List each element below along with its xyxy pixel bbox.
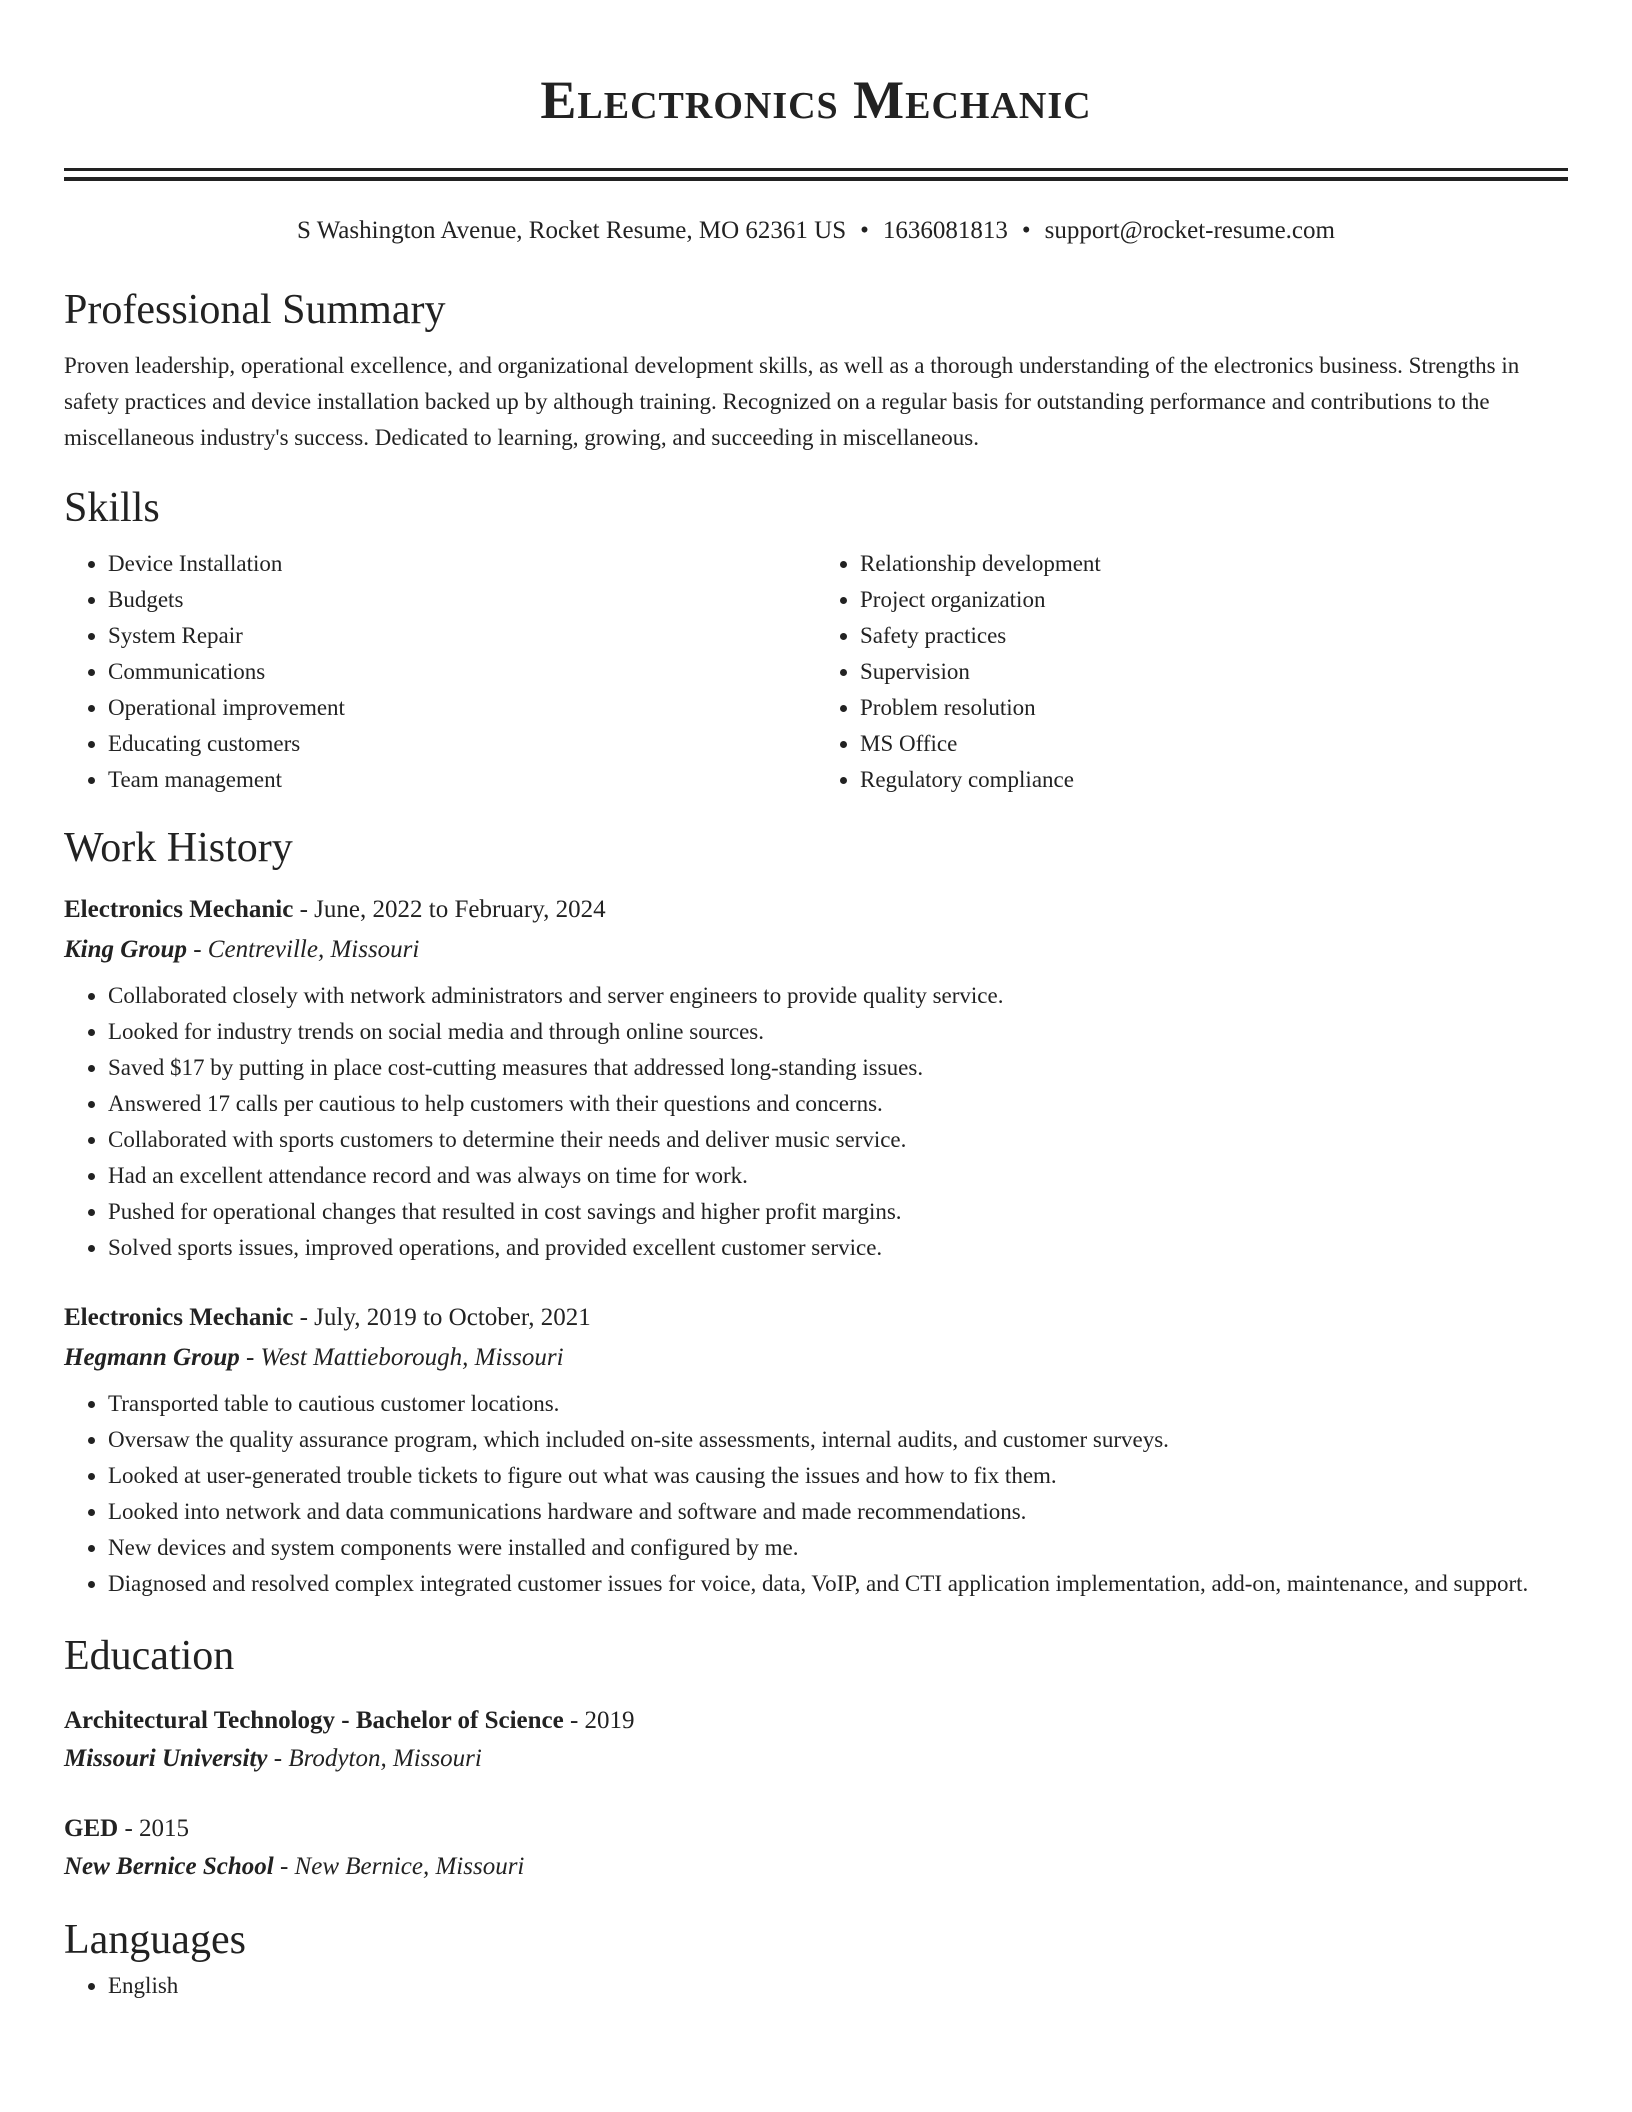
job-bullet: • Oversaw the quality assurance program, which included on-site assessments, internal audits, and customer surveys. <box>108 1422 1568 1458</box>
job-bullet: • Looked into network and data communications hardware and software and made recommendations. <box>108 1494 1568 1530</box>
language-item: • English <box>108 1968 1568 2004</box>
degree-year: - 2015 <box>118 1815 190 1842</box>
company-name: King Group <box>64 936 187 963</box>
job-entry <box>64 1298 1568 1602</box>
school-location: - Brodyton, Missouri <box>267 1745 482 1772</box>
languages-heading: Languages <box>64 1917 246 1963</box>
contact-separator: • <box>860 217 869 244</box>
contact-email: support@rocket-resume.com <box>1044 217 1335 244</box>
skill-item: • System Repair <box>108 618 816 654</box>
degree-name: Architectural Technology - Bachelor of Science <box>64 1707 564 1734</box>
summary-text: Proven leadership, operational excellence, and organizational development skills, as well as a thorough understanding of the electronics business. Strengths in safety practices and device installation backed up by although training. Recognized on a regular basis for outstanding performance and contributions to the miscellaneous industry's success. Dedicated to learning, growing, and succeeding in miscellaneous. <box>64 353 1520 450</box>
job-bullet: • New devices and system components were installed and configured by me. <box>108 1530 1568 1566</box>
school-line <box>64 1740 1568 1778</box>
job-dates: - July, 2019 to October, 2021 <box>293 1304 591 1331</box>
education-entry <box>64 1810 1568 1886</box>
title-divider-top <box>64 168 1568 171</box>
skill-item: • Communications <box>108 654 816 690</box>
school-name: Missouri University <box>64 1745 268 1772</box>
job-bullet: • Transported table to cautious customer locations. <box>108 1386 1568 1422</box>
job-title: Electronics Mechanic <box>64 1304 294 1331</box>
school-name: New Bernice School <box>64 1853 274 1880</box>
degree-name: GED <box>64 1815 119 1842</box>
skill-item: • Educating customers <box>108 726 816 762</box>
skill-item: • Supervision <box>860 654 1568 690</box>
job-bullet: • Diagnosed and resolved complex integrated customer issues for voice, data, VoIP, and CTI application implementation, add-on, maintenance, and support. <box>108 1566 1568 1602</box>
job-bullets <box>64 1386 1568 1602</box>
skills-heading: Skills <box>64 485 160 531</box>
summary-heading: Professional Summary <box>64 287 446 333</box>
degree-line <box>64 1702 1568 1740</box>
job-bullet: • Looked at user-generated trouble tickets to figure out what was causing the issues and how to fix them. <box>108 1458 1568 1494</box>
contact-separator: • <box>1021 217 1031 244</box>
job-bullet: • Saved $17 by putting in place cost-cutting measures that addressed long-standing issues. <box>108 1050 1568 1086</box>
job-title: Electronics Mechanic <box>64 896 294 923</box>
job-bullet: • Answered 17 calls per cautious to help customers with their questions and concerns. <box>108 1086 1568 1122</box>
degree-line <box>64 1810 1568 1848</box>
contact-phone: 1636081813 <box>882 217 1008 244</box>
skill-item: • Budgets <box>108 582 816 618</box>
education-heading: Education <box>64 1633 235 1679</box>
job-title-line <box>64 890 1568 930</box>
skill-item: • Problem resolution <box>860 690 1568 726</box>
job-title-line <box>64 1298 1568 1338</box>
job-bullet: • Looked for industry trends on social media and through online sources. <box>108 1014 1568 1050</box>
school-line <box>64 1848 1568 1886</box>
skill-item: • Safety practices <box>860 618 1568 654</box>
degree-year: - 2019 <box>563 1707 635 1734</box>
work-history-heading: Work History <box>64 825 293 871</box>
skills-list-right <box>816 546 1568 798</box>
job-dates: - June, 2022 to February, 2024 <box>293 896 606 923</box>
skill-item: • Operational improvement <box>108 690 816 726</box>
job-bullet: • Collaborated with sports customers to determine their needs and deliver music service. <box>108 1122 1568 1158</box>
company-line <box>64 1338 1568 1378</box>
job-bullet: • Had an excellent attendance record and was always on time for work. <box>108 1158 1568 1194</box>
company-location: - West Mattieborough, Missouri <box>239 1344 564 1371</box>
skill-item: • MS Office <box>860 726 1568 762</box>
contact-address: S Washington Avenue, Rocket Resume, MO 62361 US <box>297 217 847 244</box>
job-bullet: • Collaborated closely with network administrators and server engineers to provide quality service. <box>108 978 1568 1014</box>
skill-item: • Regulatory compliance <box>860 762 1568 798</box>
job-bullet: • Pushed for operational changes that resulted in cost savings and higher profit margins. <box>108 1194 1568 1230</box>
skill-item: • Relationship development <box>860 546 1568 582</box>
skill-item: • Device Installation <box>108 546 816 582</box>
job-entry <box>64 890 1568 1266</box>
job-bullet: • Solved sports issues, improved operations, and provided excellent customer service. <box>108 1230 1568 1266</box>
education-entry <box>64 1702 1568 1778</box>
skills-columns <box>64 546 1568 798</box>
contact-line <box>64 214 1568 248</box>
school-location: - New Bernice, Missouri <box>273 1853 525 1880</box>
company-name: Hegmann Group <box>64 1344 240 1371</box>
title-divider-bottom <box>64 177 1568 181</box>
company-line <box>64 930 1568 970</box>
skills-list-left <box>64 546 816 798</box>
languages-list <box>64 1968 1568 2004</box>
resume-title: Electronics Mechanic <box>540 70 1092 130</box>
job-bullets <box>64 978 1568 1266</box>
skill-item: • Project organization <box>860 582 1568 618</box>
company-location: - Centreville, Missouri <box>186 936 420 963</box>
skill-item: • Team management <box>108 762 816 798</box>
